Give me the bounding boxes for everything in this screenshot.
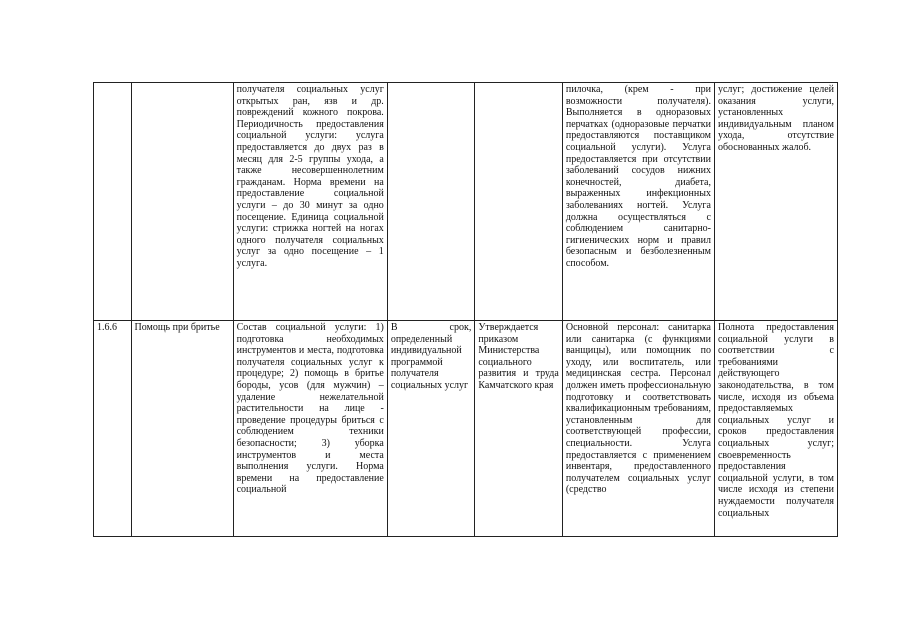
service-term-cell bbox=[387, 83, 475, 321]
service-quality-cell: Полнота предоставления социальной услуги в соответствии с требованиями действующего законодательства, в том числе, исходя из объема предоставляемых социальных услуг и сроков предоставления социальных услуг; своевременность предоставления социальной услуги, в том числе исходя из степени нуждаемости получателя социальных bbox=[714, 321, 837, 537]
service-name-cell bbox=[131, 83, 233, 321]
service-conditions-cell: Основной персонал: санитарка или санитарка (с функциями ванщицы), или помощник по уходу, или воспитатель, или медицинская сестра. Персонал должен иметь профессиональную подготовку и соответствовать квалификационным требованиям, установленным для соответствующей профессии, специальности. Услуга предоставляется с применением инвентаря, предоставленного получателем социальных услуг (средство bbox=[562, 321, 714, 537]
service-conditions-cell: пилочка, (крем - при возможности получателя). Выполняется в одноразовых перчатках (одноразовые перчатки предоставляются поставщиком социальной услуги). Услуга предоставляется при отсутствии заболеваний сосудов нижних конечностей, диабета, выраженных инфекционных заболеваниях ногтей. Услуга должна осуществляться с соблюдением санитарно-гигиенических норм и правил безопасным и безболезненным способом. bbox=[562, 83, 714, 321]
service-name-cell: Помощь при бритье bbox=[131, 321, 233, 537]
service-number-cell bbox=[94, 83, 132, 321]
service-tariff-cell: Утверждается приказом Министерства социального развития и труда Камчатского края bbox=[475, 321, 563, 537]
service-content-cell: получателя социальных услуг открытых ран, язв и др. повреждений кожного покрова. Периодичность предоставления социальной услуги: услуга предоставляется до двух раз в месяц для 2-5 группы ухода, а также несовершеннолетним гражданам. Норма времени на предоставление социальной услуги – до 30 минут за одно посещение. Единица социальной услуги: стрижка ногтей на ногах одного получателя социальных услуг за одно посещение – 1 услуга. bbox=[233, 83, 387, 321]
table-row bbox=[94, 321, 838, 537]
service-term-cell: В срок, определенный индивидуальной программой получателя социальных услуг bbox=[387, 321, 475, 537]
service-number-cell: 1.6.6 bbox=[94, 321, 132, 537]
services-table bbox=[93, 82, 838, 537]
table-row bbox=[94, 83, 838, 321]
service-tariff-cell bbox=[475, 83, 563, 321]
service-quality-cell: услуг; достижение целей оказания услуги, установленных индивидуальным планом ухода, отсутствие обоснованных жалоб. bbox=[714, 83, 837, 321]
service-content-cell: Состав социальной услуги: 1) подготовка необходимых инструментов и места, подготовка получателя социальных услуг к процедуре; 2) помощь в бритье бороды, усов (для мужчин) – удаление нежелательной растительности на лице - проведение процедуры бриться с соблюдением техники безопасности; 3) уборка инструментов и места выполнения услуги. Норма времени на предоставление социальной bbox=[233, 321, 387, 537]
